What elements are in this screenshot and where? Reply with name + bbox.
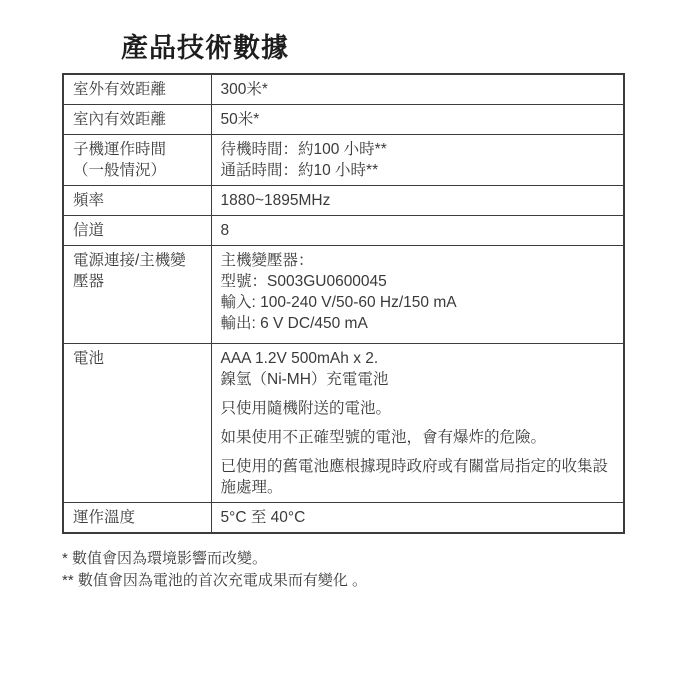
row-value-line: 主機變壓器： [220, 252, 314, 269]
table-row-battery [63, 344, 624, 503]
row-value-line: 鎳氫（Ni-MH）充電電池 [220, 371, 389, 388]
table-row-indoor-range [63, 105, 624, 135]
row-label: 室外有效距離 [63, 74, 211, 105]
row-label [63, 135, 211, 186]
row-label: 頻率 [63, 186, 211, 216]
battery-spec-paragraph [221, 348, 614, 390]
row-value: 1880~1895MHz [211, 186, 624, 216]
battery-note-paragraph: 只使用隨機附送的電池。 [220, 400, 392, 417]
row-label: 室內有效距離 [63, 105, 211, 135]
row-label: 電源連接/主機變壓器 [63, 246, 211, 344]
row-value: 50米* [211, 105, 624, 135]
row-label: 電池 [63, 344, 211, 503]
spec-table [62, 73, 625, 534]
row-value-line: AAA 1.2V 500mAh x 2. [220, 350, 379, 367]
row-value-line: 型號：S003GU0600045 [220, 273, 387, 290]
footnote-battery-charge: ** 數值會因為電池的首次充電成果而有變化 。 [62, 572, 368, 589]
row-value [211, 246, 624, 344]
row-label-line: 子機運作時間 [73, 141, 167, 158]
row-value: 5°C 至 40°C [211, 503, 624, 534]
battery-disposal-paragraph: 已使用的舊電池應根據現時政府或有關當局指定的收集設施處理。 [220, 458, 609, 496]
table-row-channels [63, 216, 624, 246]
row-value: 300米* [211, 74, 624, 105]
battery-warning-paragraph: 如果使用不正確型號的電池，會有爆炸的危險。 [220, 429, 547, 446]
row-value-line: 通話時間：約10 小時** [220, 162, 379, 179]
row-label: 運作溫度 [63, 503, 211, 534]
table-row-outdoor-range [63, 74, 624, 105]
row-value [211, 135, 624, 186]
row-value-line: 輸入: 100-240 V/50-60 Hz/150 mA [220, 294, 457, 311]
row-value-line: 待機時間：約100 小時** [220, 141, 387, 158]
table-row-power-adapter [63, 246, 624, 344]
table-row-frequency [63, 186, 624, 216]
footnotes [62, 548, 367, 592]
row-value-line: 輸出: 6 V DC/450 mA [220, 315, 368, 332]
row-value [211, 344, 624, 503]
table-row-handset-operating-time [63, 135, 624, 186]
row-label: 信道 [63, 216, 211, 246]
row-label-line: （一般情況） [73, 162, 167, 179]
table-row-operating-temperature [63, 503, 624, 534]
row-value: 8 [211, 216, 624, 246]
page-title: 產品技術數據 [121, 33, 289, 63]
footnote-environment: * 數值會因為環境影響而改變。 [62, 550, 268, 567]
